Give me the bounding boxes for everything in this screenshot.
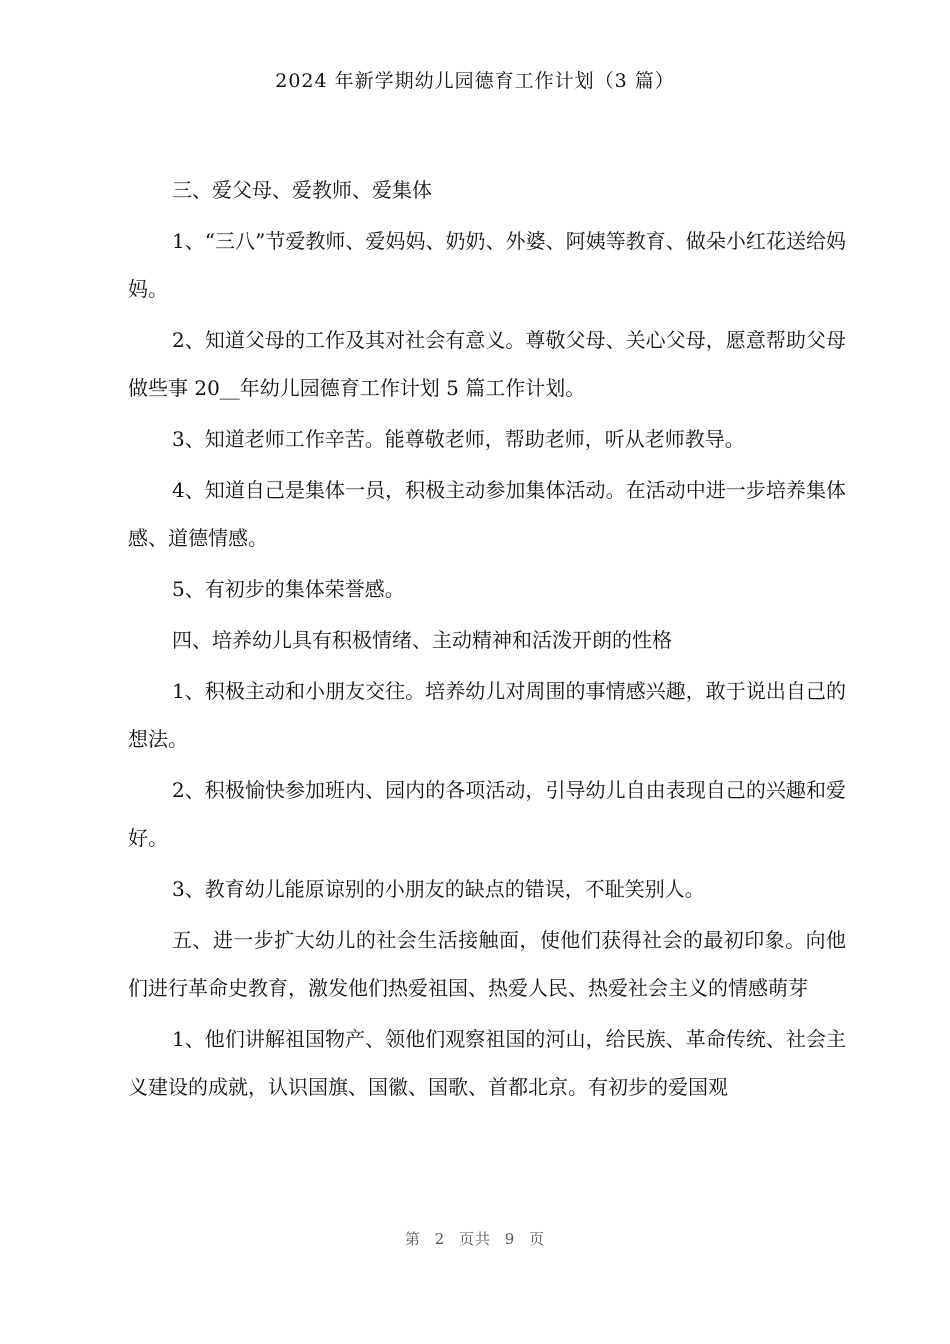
page-suffix: 页 xyxy=(529,1230,546,1248)
document-title: 2024 年新学期幼儿园德育工作计划（3 篇） xyxy=(275,70,675,92)
page-total: 9 xyxy=(504,1230,516,1248)
paragraph-item: 5、有初步的集体荣誉感。 xyxy=(172,577,405,601)
section-heading-four: 四、培养幼儿具有积极情绪、主动精神和活泼开朗的性格 xyxy=(172,628,672,652)
section-heading-three: 三、爱父母、爱教师、爱集体 xyxy=(172,178,432,202)
paragraph-item: 3、知道老师工作辛苦。能尊敬老师，帮助老师，听从老师教导。 xyxy=(172,427,745,451)
paragraph-item: 2、积极愉快参加班内、园内的各项活动，引导幼儿自由表现自己的兴趣和爱好。 xyxy=(128,778,846,850)
paragraph-item: 1、积极主动和小朋友交往。培养幼儿对周围的事情感兴趣，敢于说出自己的想法。 xyxy=(128,679,846,751)
page-mid: 页共 xyxy=(458,1230,491,1248)
document-body xyxy=(128,166,846,1114)
paragraph-item: 1、他们讲解祖国物产、领他们观察祖国的河山，给民族、革命传统、社会主义建设的成就，认识国旗、国徽、国歌、首都北京。有初步的爱国观 xyxy=(128,1027,846,1099)
paragraph-item: 1、“三八”节爱教师、爱妈妈、奶奶、外婆、阿姨等教育、做朵小红花送给妈妈。 xyxy=(128,229,846,301)
paragraph-item: 3、教育幼儿能原谅别的小朋友的缺点的错误，不耻笑别人。 xyxy=(172,877,705,901)
page-number-footer xyxy=(0,1228,950,1249)
paragraph-item: 4、知道自己是集体一员，积极主动参加集体活动。在活动中进一步培养集体感、道德情感。 xyxy=(128,478,846,550)
page-prefix: 第 xyxy=(404,1230,421,1248)
paragraph-item: 2、知道父母的工作及其对社会有意义。尊敬父母、关心父母，愿意帮助父母做些事 20__年幼儿园德育工作计划 5 篇工作计划。 xyxy=(128,328,846,400)
page-current: 2 xyxy=(434,1230,446,1248)
section-heading-five: 五、进一步扩大幼儿的社会生活接触面，使他们获得社会的最初印象。向他们进行革命史教育，激发他们热爱祖国、热爱人民、热爱社会主义的情感萌芽 xyxy=(128,928,846,1000)
